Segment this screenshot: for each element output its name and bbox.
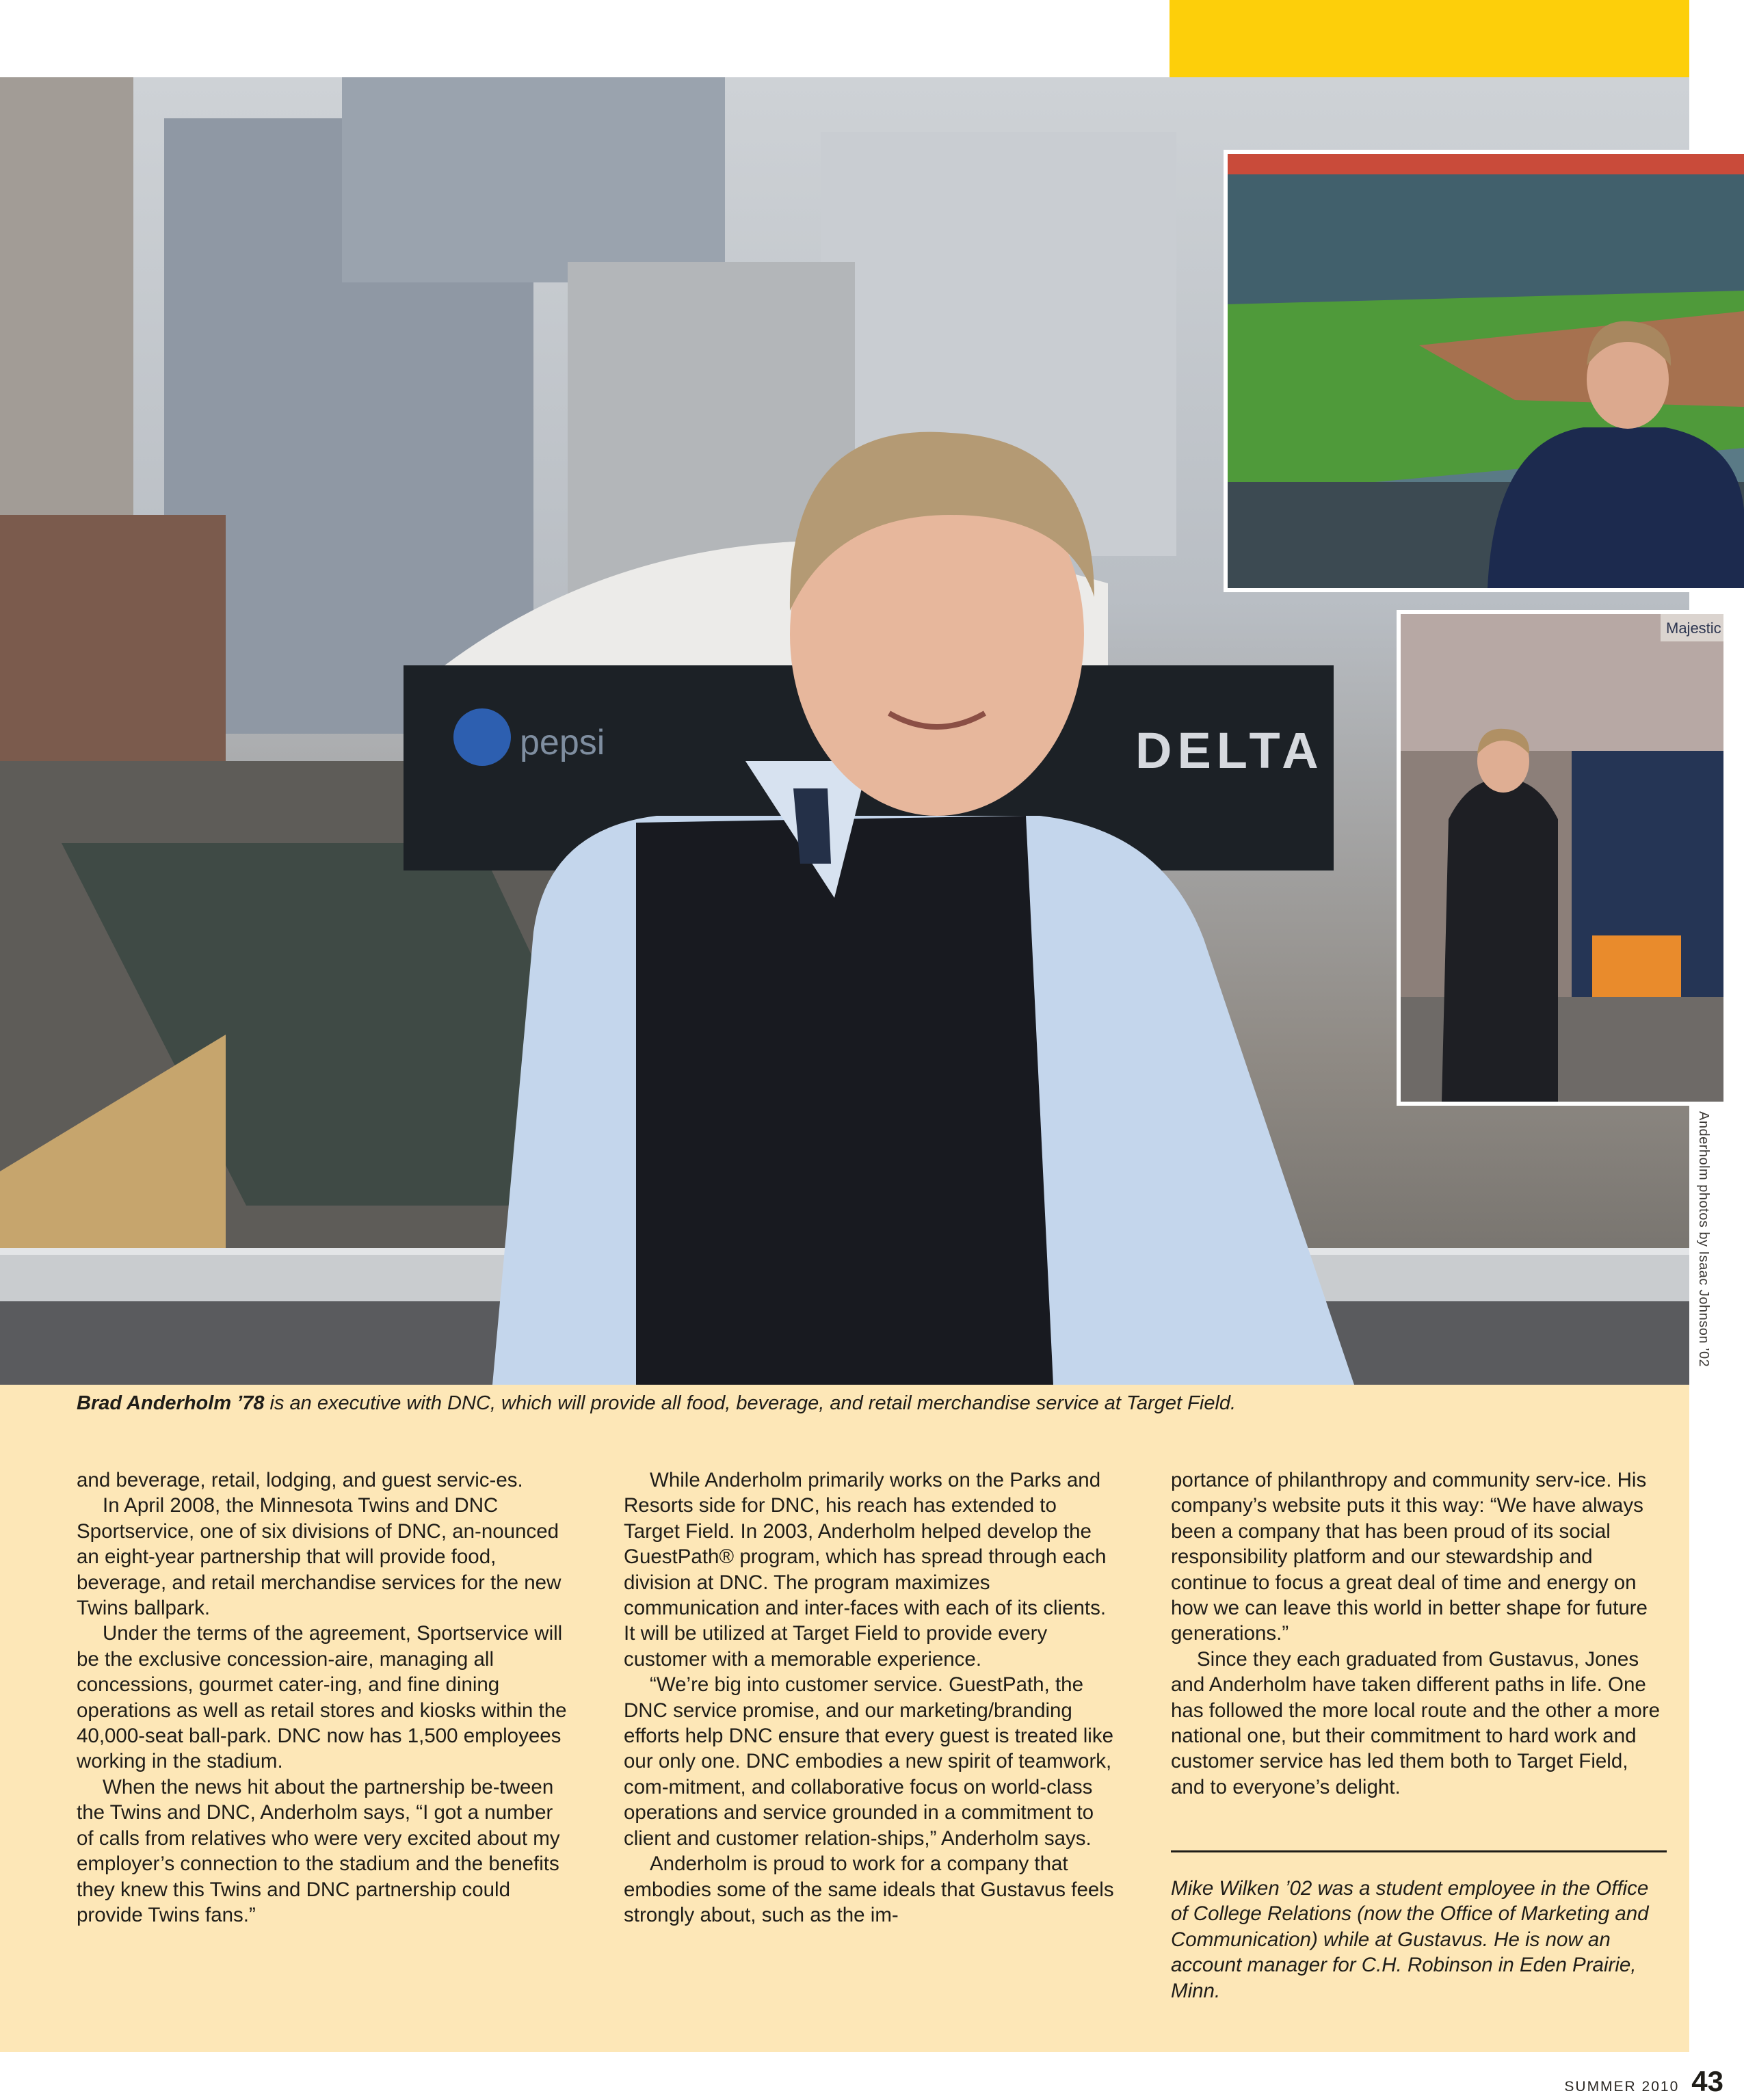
inset-photo-store bbox=[1401, 614, 1723, 1102]
paragraph: Anderholm is proud to work for a company that embodies some of the same ideals that Gustavus feels strongly about, such as the im- bbox=[624, 1852, 1114, 1926]
author-bio: Mike Wilken ’02 was a student employee in the Office of College Relations (now the Office of Marketing and Communication) while at Gustavus. He is now an account manager for C.H. Robinson in Eden Prairie, Minn. bbox=[1171, 1877, 1649, 2002]
paragraph: While Anderholm primarily works on the Parks and Resorts side for DNC, his reach has extended to Target Field. In 2003, Anderholm helped develop the GuestPath® program, which has spread through each division at DNC. The program maximizes communication and inter-faces with each of its clients. It will be utilized at Target Field to provide every customer with a memorable experience. bbox=[624, 1469, 1107, 1671]
paragraph: and beverage, retail, lodging, and guest servic-es. bbox=[77, 1469, 523, 1491]
paragraph: “We’re big into customer service. GuestPath, the DNC service promise, and our marketing/branding efforts help DNC ensure that every guest is treated like our only one. DNC embodies a new spirit of teamwork, com-mitment, and collaborative focus on world-class operations and service grounded in a commitment to client and customer relation-ships,” Anderholm says. bbox=[624, 1673, 1114, 1850]
issue-label: SUMMER 2010 bbox=[1564, 2079, 1680, 2095]
text-column-1 bbox=[77, 1467, 569, 1928]
caption-text: is an executive with DNC, which will provide all food, beverage, and retail merchandise service at Target Field. bbox=[264, 1392, 1237, 1414]
paragraph: In April 2008, the Minnesota Twins and DNC Sportservice, one of six divisions of DNC, an-nounced an eight-year partnership that will provide food, beverage, and retail merchandise services for the new Twins ballpark. bbox=[77, 1494, 561, 1620]
caption-name: Brad Anderholm ’78 bbox=[77, 1392, 265, 1414]
photo-credit: Anderholm photos by Isaac Johnson ’02 bbox=[1696, 1111, 1711, 1368]
text-column-2 bbox=[624, 1467, 1116, 1928]
majestic-sign: Majestic bbox=[1666, 620, 1721, 637]
inset-photo-stadium bbox=[1228, 154, 1744, 588]
bio-divider bbox=[1171, 1850, 1667, 1852]
paragraph: When the news hit about the partnership be-tween the Twins and DNC, Anderholm says, “I got a number of calls from relatives who were very excited about my employer’s connection to the stadium and the benefits they knew this Twins and DNC partnership could provide Twins fans.” bbox=[77, 1775, 560, 1926]
paragraph: Under the terms of the agreement, Sportservice will be the exclusive concession-aire, managing all concessions, gourmet cater-ing, and fine dining operations as well as retail stores and kiosks within the 40,000-seat ball-park. DNC now has 1,500 employees working in the stadium. bbox=[77, 1622, 567, 1773]
photo-caption bbox=[77, 1390, 1650, 1417]
paragraph: Since they each graduated from Gustavus, Jones and Anderholm have taken different paths in life. One has followed the more local route and the other a more national one, but their commitment to hard work and customer service has led them both to Target Field, and to everyone’s delight. bbox=[1171, 1647, 1660, 1798]
delta-sign: DELTA bbox=[1135, 722, 1324, 779]
text-column-3 bbox=[1171, 1467, 1663, 1800]
page-folio bbox=[1564, 2065, 1723, 2099]
page-number: 43 bbox=[1691, 2065, 1723, 2097]
pepsi-sign: pepsi bbox=[520, 723, 605, 762]
paragraph: portance of philanthropy and community serv-ice. His company’s website puts it this way: “We have always been a company that has been proud of its social responsibility platform and our stewardship and continue to focus a great deal of time and energy on how we can leave this world in better shape for future generations.” bbox=[1171, 1469, 1648, 1645]
